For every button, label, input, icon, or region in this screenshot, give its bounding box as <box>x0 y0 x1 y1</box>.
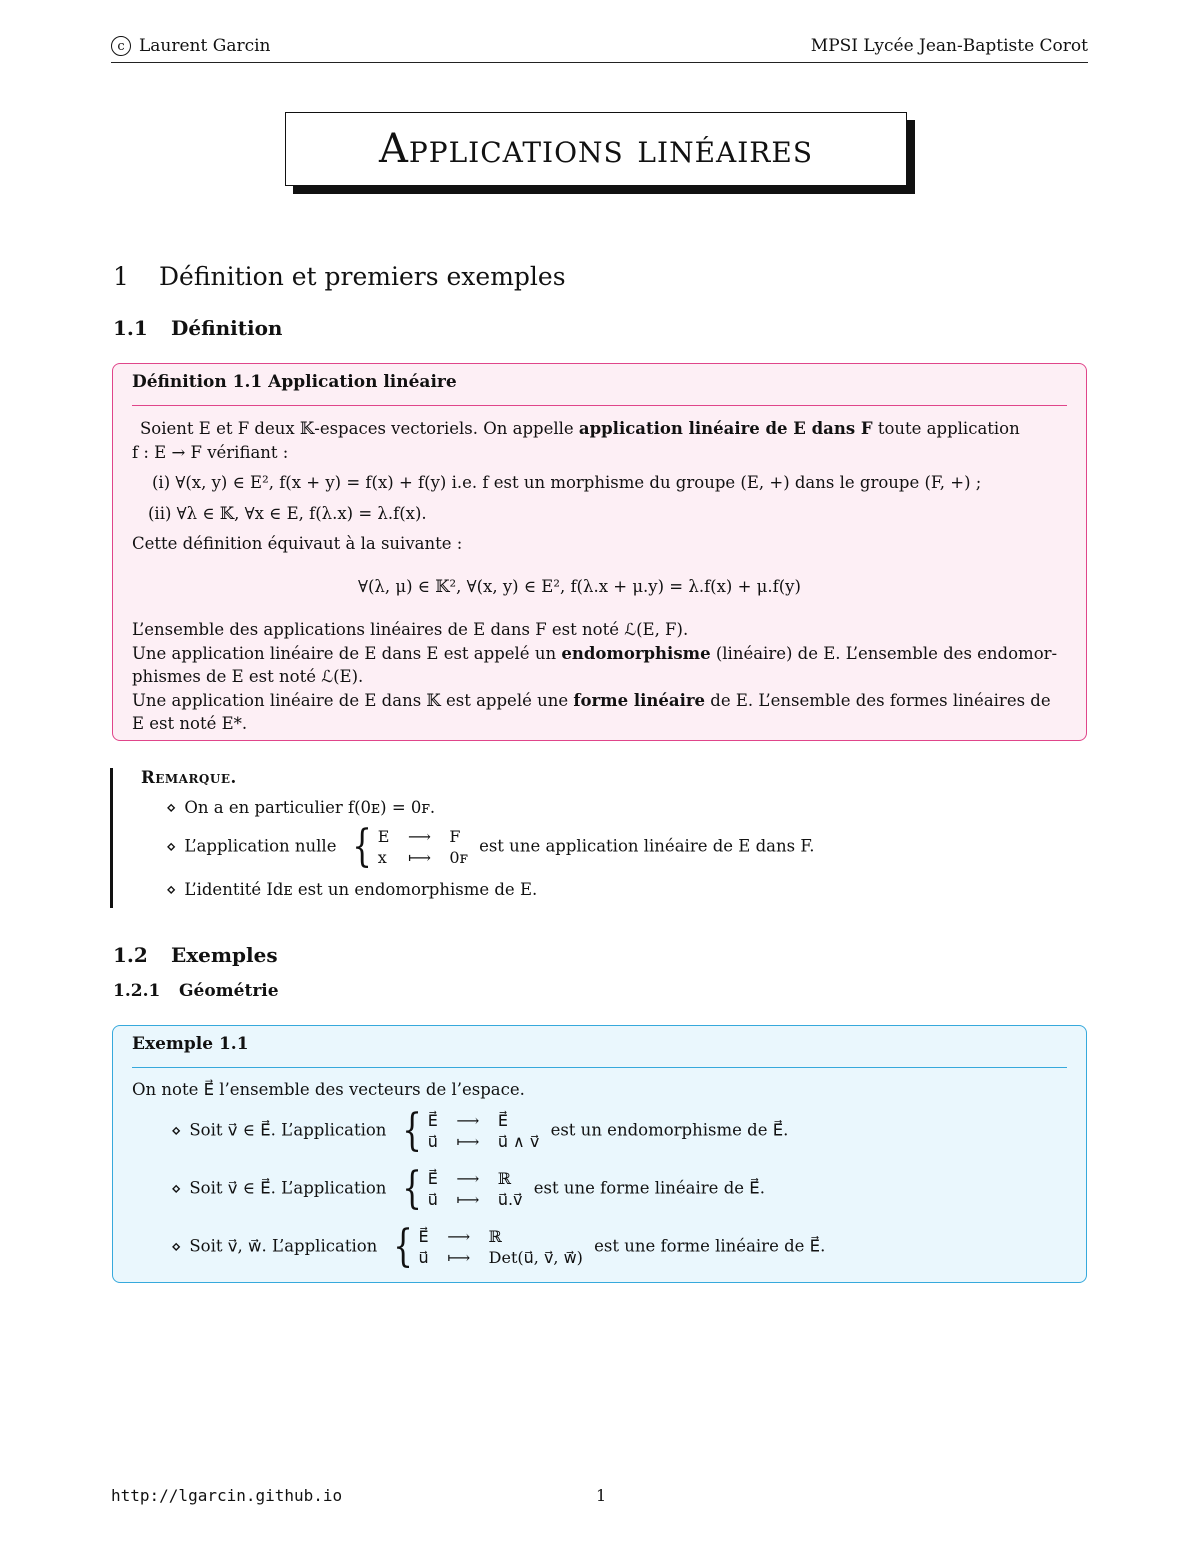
left-brace: { <box>351 821 372 872</box>
example-item <box>171 1221 826 1272</box>
mapping-definition <box>398 1163 523 1214</box>
text: de E. L’ensemble des formes linéaires de <box>705 691 1051 710</box>
definition-box <box>112 363 1087 741</box>
map-cell: u⃗.v⃗ <box>497 1190 523 1209</box>
subsubsection-number: 1.2.1 <box>113 981 161 1001</box>
section-heading <box>113 262 566 291</box>
text: Une application linéaire de E dans E est appelé un <box>132 644 562 663</box>
definition-formula: ∀(λ, μ) ∈ 𝕂², ∀(x, y) ∈ E², f(λ.x + μ.y) = λ.f(x) + μ.f(y) <box>358 577 801 596</box>
map-cell: E⃗ <box>427 1111 438 1130</box>
definition-item-i: (i) ∀(x, y) ∈ E², f(x + y) = f(x) + f(y) i.e. f est un morphisme du groupe (E, +) dans le groupe (F, +) ; <box>152 473 982 492</box>
diamond-bullet-icon: ⋄ <box>171 1236 182 1256</box>
remark-item <box>166 798 435 817</box>
map-arrow: ⟼ <box>447 1248 471 1267</box>
mapping-grid <box>378 827 468 867</box>
section-number: 1 <box>113 262 129 291</box>
diamond-bullet-icon: ⋄ <box>171 1120 182 1140</box>
remark-title: Remarque. <box>141 768 237 787</box>
subsection-number: 1.2 <box>113 943 148 967</box>
mapping-grid <box>419 1227 583 1267</box>
example-box <box>112 1025 1087 1283</box>
remark-item <box>166 880 537 899</box>
definition-equiv: Cette définition équivaut à la suivante : <box>132 534 463 553</box>
definition-item-ii: (ii) ∀λ ∈ 𝕂, ∀x ∈ E, f(λ.x) = λ.f(x). <box>148 504 427 523</box>
definition-form-line2: E est noté E*. <box>132 714 248 733</box>
header-school: MPSI Lycée Jean-Baptiste Corot <box>810 36 1088 56</box>
example-item <box>171 1163 765 1214</box>
example-item-text: Soit v⃗ ∈ E⃗. L’application <box>189 1178 387 1198</box>
left-brace: { <box>401 1105 422 1156</box>
diamond-bullet-icon: ⋄ <box>171 1178 182 1198</box>
example-item-text: est une forme linéaire de E⃗. <box>533 1178 765 1198</box>
text: (linéaire) de E. L’ensemble des endomor- <box>710 644 1058 663</box>
example-intro: On note E⃗ l’ensemble des vecteurs de l’espace. <box>132 1080 525 1099</box>
term-bold: endomorphisme <box>561 644 711 663</box>
footer-url-link[interactable]: http://lgarcin.github.io <box>111 1486 343 1505</box>
page-title: Applications linéaires <box>285 112 907 186</box>
mapping-definition <box>348 821 468 872</box>
text: toute application <box>872 419 1020 438</box>
example-rule <box>132 1067 1067 1068</box>
subsection-heading <box>113 316 282 340</box>
term-bold: application linéaire de E dans F <box>578 419 873 438</box>
remark-bar <box>110 768 113 908</box>
mapping-definition <box>398 1105 540 1156</box>
example-item <box>171 1105 789 1156</box>
example-heading: Exemple 1.1 <box>132 1034 249 1054</box>
map-cell: F <box>449 827 461 846</box>
text: Soient E et F deux 𝕂-espaces vectoriels. On appelle <box>140 419 579 438</box>
left-brace: { <box>392 1221 413 1272</box>
subsection-title: Définition <box>171 316 283 340</box>
map-cell: x <box>377 848 387 867</box>
map-arrow: ⟶ <box>447 1227 471 1246</box>
mapping-grid <box>428 1169 523 1209</box>
map-cell: E⃗ <box>497 1111 508 1130</box>
copyright-icon: c <box>111 36 131 56</box>
header-author: Laurent Garcin <box>139 36 271 56</box>
map-cell: u⃗ <box>418 1248 429 1267</box>
map-arrow: ⟶ <box>407 827 431 846</box>
map-cell: 0ꜰ <box>449 848 468 867</box>
remark-item-text: On a en particulier f(0ᴇ) = 0ꜰ. <box>184 798 436 817</box>
definition-rule <box>132 405 1067 406</box>
remark-item-text: L’identité Idᴇ est un endomorphisme de E. <box>184 880 538 899</box>
example-item-text: est une forme linéaire de E⃗. <box>594 1236 826 1256</box>
definition-endo-line <box>132 644 1057 663</box>
page-header <box>111 36 1088 63</box>
page-number: 1 <box>596 1486 607 1505</box>
map-arrow: ⟶ <box>456 1169 480 1188</box>
map-cell: ℝ <box>488 1227 502 1246</box>
definition-endo-line2: phismes de E est noté ℒ(E). <box>132 667 364 686</box>
example-item-text: Soit v⃗, w⃗. L’application <box>189 1236 378 1256</box>
section-title: Définition et premiers exemples <box>159 262 566 291</box>
map-arrow: ⟼ <box>456 1132 480 1151</box>
mapping-definition <box>389 1221 583 1272</box>
title-frame <box>285 112 907 186</box>
map-arrow: ⟼ <box>456 1190 480 1209</box>
map-cell: u⃗ <box>427 1190 438 1209</box>
diamond-bullet-icon: ⋄ <box>166 880 177 899</box>
definition-line1 <box>140 419 1020 438</box>
subsubsection-title: Géométrie <box>179 981 279 1001</box>
text: Une application linéaire de E dans 𝕂 est appelé une <box>132 691 574 710</box>
map-cell: u⃗ ∧ v⃗ <box>497 1132 540 1151</box>
map-arrow: ⟼ <box>407 848 431 867</box>
example-item-text: est un endomorphisme de E⃗. <box>550 1120 789 1140</box>
remark-item-text: L’application nulle <box>184 836 337 856</box>
map-cell: ℝ <box>497 1169 512 1188</box>
mapping-grid <box>428 1111 540 1151</box>
term-bold: forme linéaire <box>573 691 706 710</box>
diamond-bullet-icon: ⋄ <box>166 836 177 856</box>
definition-line2: f : E → F vérifiant : <box>132 443 289 462</box>
example-item-text: Soit v⃗ ∈ E⃗. L’application <box>189 1120 387 1140</box>
map-cell: E⃗ <box>418 1227 429 1246</box>
left-brace: { <box>401 1163 422 1214</box>
subsubsection-heading <box>113 981 279 1001</box>
remark-item <box>166 821 815 872</box>
definition-label: Définition 1.1 <box>132 372 263 392</box>
subsection-title: Exemples <box>171 943 278 967</box>
diamond-bullet-icon: ⋄ <box>166 798 177 817</box>
map-cell: u⃗ <box>427 1132 438 1151</box>
map-arrow: ⟶ <box>456 1111 480 1130</box>
definition-set-note: L’ensemble des applications linéaires de E dans F est noté ℒ(E, F). <box>132 620 689 639</box>
map-cell: E⃗ <box>427 1169 438 1188</box>
definition-heading <box>132 372 457 392</box>
map-cell: Det(u⃗, v⃗, w⃗) <box>488 1248 583 1267</box>
remark-item-text: est une application linéaire de E dans F. <box>479 836 815 856</box>
subsection-heading <box>113 943 278 967</box>
map-cell: E <box>377 827 390 846</box>
header-left <box>111 36 271 56</box>
definition-form-line <box>132 691 1051 710</box>
definition-name: Application linéaire <box>268 372 457 392</box>
subsection-number: 1.1 <box>113 316 148 340</box>
